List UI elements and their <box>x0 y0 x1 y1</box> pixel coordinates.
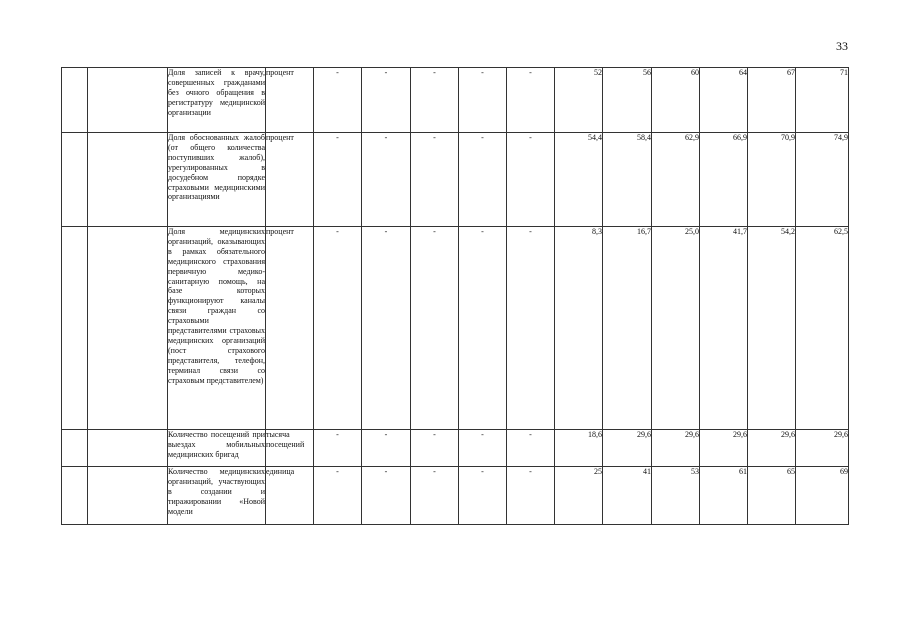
empty-value-cell: - <box>411 68 459 133</box>
value-cell: 61 <box>700 467 748 525</box>
empty-value-cell: - <box>411 227 459 430</box>
value-cell: 18,6 <box>555 430 603 467</box>
empty-value-cell: - <box>459 467 507 525</box>
row-number-cell <box>62 227 88 430</box>
blank-cell <box>88 68 168 133</box>
value-cell: 67 <box>748 68 796 133</box>
value-cell: 25,0 <box>652 227 700 430</box>
value-cell: 54,2 <box>748 227 796 430</box>
indicators-table <box>61 67 849 525</box>
blank-cell <box>88 227 168 430</box>
value-cell: 54,4 <box>555 133 603 227</box>
value-cell: 69 <box>796 467 849 525</box>
indicator-name: Доля обоснованных жалоб (от общего количества поступивших жалоб), урегулированных в досудебном порядке страховыми медицинскими организациями <box>168 133 266 227</box>
empty-value-cell: - <box>314 227 362 430</box>
empty-value-cell: - <box>507 430 555 467</box>
value-cell: 71 <box>796 68 849 133</box>
empty-value-cell: - <box>411 430 459 467</box>
value-cell: 29,6 <box>748 430 796 467</box>
unit-cell: тысяча посещений <box>266 430 314 467</box>
value-cell: 58,4 <box>603 133 652 227</box>
empty-value-cell: - <box>507 227 555 430</box>
empty-value-cell: - <box>507 467 555 525</box>
blank-cell <box>88 467 168 525</box>
empty-value-cell: - <box>362 133 411 227</box>
value-cell: 16,7 <box>603 227 652 430</box>
indicator-name: Доля медицинских организаций, оказывающих в рамках обязательного медицинского страхования первичную медико-санитарную помощь, на базе которых функционируют каналы связи граждан со страховыми представителями страховых медицинских организаций (пост страхового представителя, телефон, терминал связи со страховым представителем) <box>168 227 266 430</box>
row-number-cell <box>62 68 88 133</box>
empty-value-cell: - <box>314 430 362 467</box>
table-row <box>62 133 849 227</box>
indicator-name: Доля записей к врачу, совершенных гражданами без очного обращения в регистратуру медицинской организации <box>168 68 266 133</box>
empty-value-cell: - <box>459 430 507 467</box>
value-cell: 70,9 <box>748 133 796 227</box>
value-cell: 53 <box>652 467 700 525</box>
value-cell: 29,6 <box>603 430 652 467</box>
unit-cell: процент <box>266 133 314 227</box>
empty-value-cell: - <box>507 68 555 133</box>
empty-value-cell: - <box>507 133 555 227</box>
table-row <box>62 227 849 430</box>
value-cell: 8,3 <box>555 227 603 430</box>
indicator-name: Количество посещений при выездах мобильных медицинских бригад <box>168 430 266 467</box>
row-number-cell <box>62 467 88 525</box>
empty-value-cell: - <box>362 68 411 133</box>
value-cell: 29,6 <box>796 430 849 467</box>
value-cell: 74,9 <box>796 133 849 227</box>
empty-value-cell: - <box>411 133 459 227</box>
empty-value-cell: - <box>314 467 362 525</box>
empty-value-cell: - <box>459 68 507 133</box>
empty-value-cell: - <box>362 467 411 525</box>
value-cell: 29,6 <box>700 430 748 467</box>
blank-cell <box>88 133 168 227</box>
empty-value-cell: - <box>362 430 411 467</box>
unit-cell: единица <box>266 467 314 525</box>
value-cell: 41 <box>603 467 652 525</box>
unit-cell: процент <box>266 227 314 430</box>
blank-cell <box>88 430 168 467</box>
unit-cell: процент <box>266 68 314 133</box>
table-row <box>62 430 849 467</box>
empty-value-cell: - <box>314 68 362 133</box>
indicator-name: Количество медицинских организаций, участвующих в создании и тиражировании «Новой модели <box>168 467 266 525</box>
empty-value-cell: - <box>362 227 411 430</box>
value-cell: 25 <box>555 467 603 525</box>
page-number: 33 <box>836 39 848 53</box>
empty-value-cell: - <box>459 133 507 227</box>
value-cell: 62,9 <box>652 133 700 227</box>
empty-value-cell: - <box>411 467 459 525</box>
value-cell: 65 <box>748 467 796 525</box>
value-cell: 29,6 <box>652 430 700 467</box>
empty-value-cell: - <box>314 133 362 227</box>
value-cell: 60 <box>652 68 700 133</box>
value-cell: 64 <box>700 68 748 133</box>
value-cell: 62,5 <box>796 227 849 430</box>
table-row <box>62 467 849 525</box>
empty-value-cell: - <box>459 227 507 430</box>
row-number-cell <box>62 430 88 467</box>
value-cell: 56 <box>603 68 652 133</box>
table-row <box>62 68 849 133</box>
value-cell: 66,9 <box>700 133 748 227</box>
value-cell: 41,7 <box>700 227 748 430</box>
row-number-cell <box>62 133 88 227</box>
value-cell: 52 <box>555 68 603 133</box>
